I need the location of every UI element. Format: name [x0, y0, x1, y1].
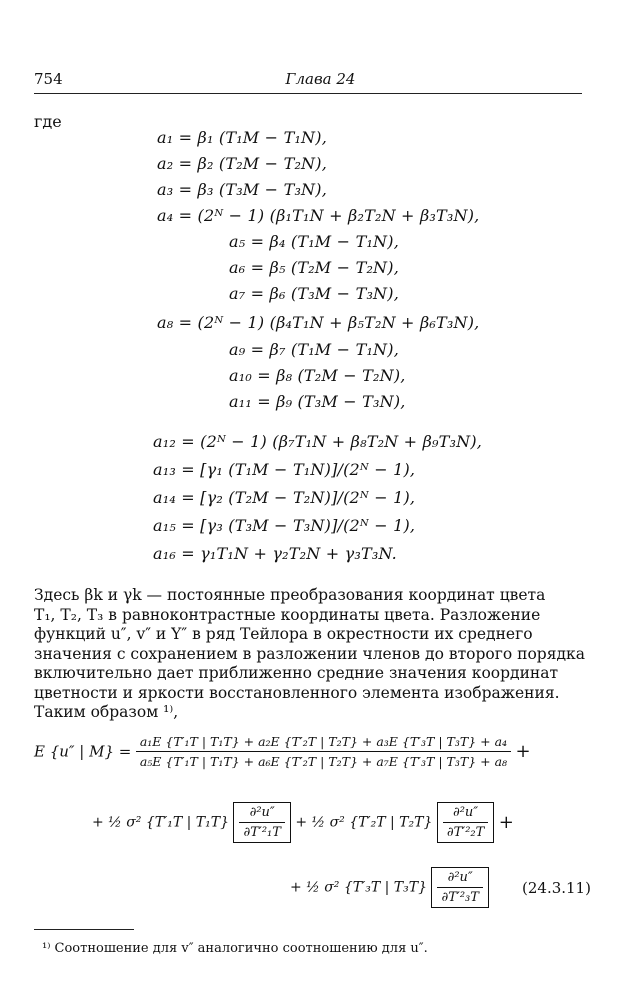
equation-line: a₇ = β₆ (T₃M − T₃N),	[229, 284, 399, 303]
equation-line: a₁₃ = [γ₁ (T₁M − T₁N)]/(2ᴺ − 1),	[153, 460, 416, 479]
footnote: ¹⁾ Соотношение для v″ аналогично соотношению для u″.	[42, 941, 428, 956]
header-rule	[34, 93, 582, 94]
equation-line: a₁₁ = β₉ (T₃M − T₃N),	[229, 392, 406, 411]
derivative-fraction-3	[437, 870, 482, 905]
main-fraction	[136, 734, 511, 769]
equation-line: a₃ = β₃ (T₃M − T₃N),	[157, 180, 327, 199]
equation-line: a₁₂ = (2ᴺ − 1) (β₇T₁N + β₈T₂N + β₉T₃N),	[153, 432, 483, 451]
equation-number: (24.3.11)	[522, 879, 591, 897]
paragraph-line: значения с сохранением в разложении членов до второго порядка	[34, 644, 585, 663]
equation-line: a₁₀ = β₈ (T₂M − T₂N),	[229, 366, 406, 385]
equation-line: a₈ = (2ᴺ − 1) (β₄T₁N + β₅T₂N + β₆T₃N),	[157, 313, 480, 332]
derivative-denominator-3: ∂T′²₃T	[441, 890, 479, 905]
variance-term-1: + ½ σ² {T′₁T | T₁T}	[92, 814, 230, 831]
paragraph-line: функций u″, v″ и Y″ в ряд Тейлора в окрестности их среднего	[34, 625, 533, 643]
equation-line: a₅ = β₄ (T₁M − T₁N),	[229, 232, 399, 251]
trailing-plus: +	[515, 741, 531, 762]
footnote-rule	[34, 929, 134, 930]
fraction-numerator: a₁E {T′₁T | T₁T} + a₂E {T′₂T | T₂T} + a₃E {T′₃T | T₃T} + a₄	[136, 734, 511, 752]
derivative-numerator-3: ∂²u″	[437, 870, 482, 888]
paragraph-line: Здесь βk и γk — постоянные преобразования координат цвета	[34, 586, 546, 604]
chapter-title: Глава 24	[285, 70, 356, 88]
equation-line: a₁₄ = [γ₂ (T₂M − T₂N)]/(2ᴺ − 1),	[153, 488, 416, 507]
derivative-bracket-1	[233, 802, 290, 843]
derivative-numerator-1: ∂²u″	[239, 805, 284, 823]
line-end-plus: +	[498, 812, 514, 833]
paragraph-line: Таким образом ¹⁾,	[34, 703, 179, 721]
page-number: 754	[34, 70, 63, 88]
equation-line: a₁₅ = [γ₃ (T₃M − T₃N)]/(2ᴺ − 1),	[153, 516, 416, 535]
fraction-denominator: a₅E {T′₁T | T₁T} + a₆E {T′₂T | T₂T} + a₇E {T′₃T | T₃T} + a₈	[139, 754, 508, 769]
equation-line: a₁ = β₁ (T₁M − T₁N),	[157, 128, 327, 147]
body-paragraph	[34, 586, 586, 723]
derivative-bracket-3	[431, 867, 488, 908]
derivative-fraction-1	[239, 805, 284, 840]
formula-line-3	[290, 867, 489, 908]
equation-line: a₁₆ = γ₁T₁N + γ₂T₂N + γ₃T₃N.	[153, 544, 397, 563]
formula-lhs: E {u″ | M} =	[34, 742, 132, 761]
equation-line: a₂ = β₂ (T₂M − T₂N),	[157, 154, 327, 173]
equation-line: a₆ = β₅ (T₂M − T₂N),	[229, 258, 399, 277]
equation-line: a₉ = β₇ (T₁M − T₁N),	[229, 340, 399, 359]
paragraph-line: цветности и яркости восстановленного элемента изображения.	[34, 683, 560, 702]
formula-line-1	[34, 734, 531, 769]
equation-line: a₄ = (2ᴺ − 1) (β₁T₁N + β₂T₂N + β₃T₃N),	[157, 206, 480, 225]
derivative-numerator-2: ∂²u″	[443, 805, 488, 823]
derivative-bracket-2	[437, 802, 494, 843]
variance-term-2: + ½ σ² {T′₂T | T₂T}	[295, 814, 433, 831]
variance-term-3: + ½ σ² {T′₃T | T₃T}	[290, 879, 428, 896]
derivative-denominator-2: ∂T′²₂T	[446, 825, 485, 840]
intro-word: где	[34, 112, 62, 131]
derivative-fraction-2	[443, 805, 488, 840]
paragraph-line: T₁, T₂, T₃ в равноконтрастные координаты цвета. Разложение	[34, 605, 541, 624]
paragraph-line: включительно дает приближенно средние значения координат	[34, 664, 559, 682]
derivative-denominator-1: ∂T′²₁T	[243, 825, 281, 840]
formula-line-2	[92, 802, 514, 843]
